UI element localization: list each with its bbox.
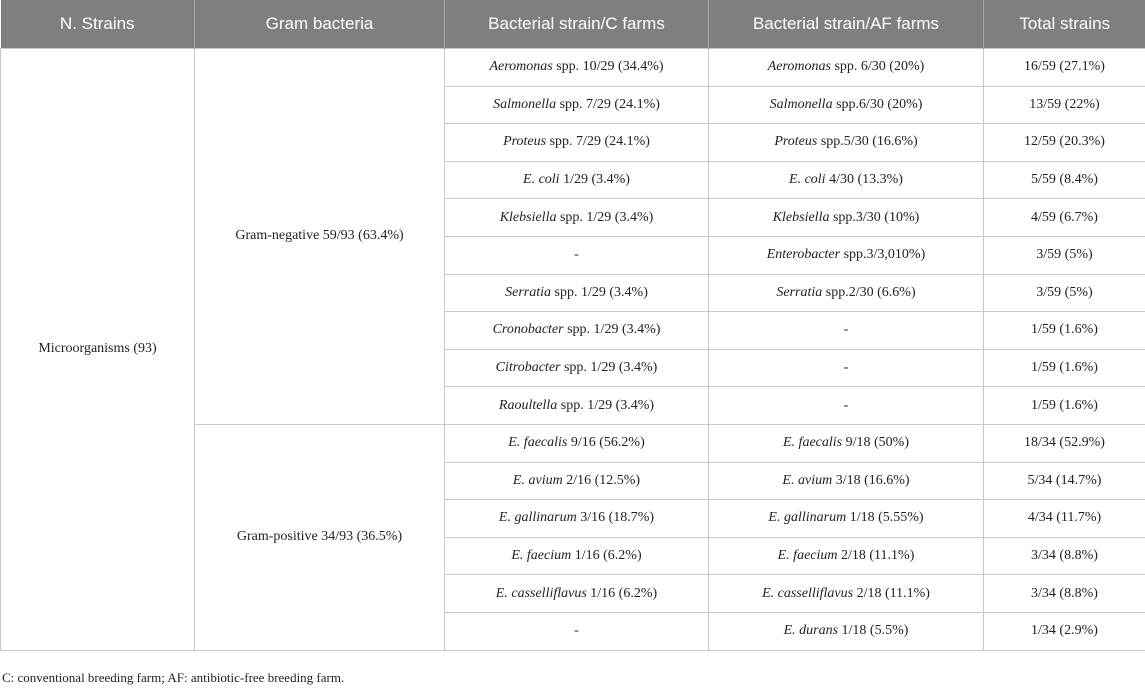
c-farm-species: Serratia [505, 284, 552, 300]
c-farm-count: spp. 7/29 (24.1%) [546, 134, 650, 150]
af-farm-cell [709, 575, 984, 613]
c-farm-cell [445, 462, 709, 500]
af-farm-cell [709, 86, 984, 124]
af-farm-cell [709, 387, 984, 425]
group-microorganisms: Microorganisms (93) [1, 49, 195, 651]
af-farm-cell [709, 312, 984, 350]
c-farm-count: 9/16 (56.2%) [567, 435, 645, 451]
af-farm-count: 1/18 (5.5%) [838, 623, 909, 639]
c-farm-count: - [574, 247, 579, 263]
header-af-farms: Bacterial strain/AF farms [709, 0, 984, 49]
header-c-farms: Bacterial strain/C farms [445, 0, 709, 49]
af-farm-species: E. faecium [777, 548, 838, 564]
c-farm-species: E. casselliflavus [495, 585, 587, 601]
c-farm-cell [445, 199, 709, 237]
c-farm-species: E. gallinarum [498, 510, 577, 526]
c-farm-count: 3/16 (18.7%) [576, 510, 655, 526]
total-cell: 5/34 (14.7%) [984, 462, 1145, 500]
c-farm-species: E. faecalis [508, 435, 568, 451]
total-cell: 1/34 (2.9%) [984, 612, 1145, 650]
total-cell: 18/34 (52.9%) [984, 424, 1145, 462]
af-farm-count: 1/18 (5.55%) [846, 510, 924, 526]
c-farm-species: E. coli [523, 172, 560, 188]
af-farm-species: E. avium [782, 472, 833, 488]
c-farm-cell [445, 575, 709, 613]
gram-negative-label: Gram-negative 59/93 (63.4%) [195, 49, 445, 425]
c-farm-cell [445, 274, 709, 312]
af-farm-species: Klebsiella [772, 209, 830, 225]
c-farm-species: Raoultella [498, 397, 558, 413]
total-cell: 1/59 (1.6%) [984, 387, 1145, 425]
af-farm-count: spp.3/30 (10%) [829, 209, 920, 225]
af-farm-count: 2/18 (11.1%) [837, 548, 915, 564]
af-farm-cell [709, 49, 984, 87]
c-farm-species: Citrobacter [495, 360, 561, 376]
total-cell: 4/34 (11.7%) [984, 500, 1145, 538]
af-farm-cell [709, 236, 984, 274]
c-farm-cell [445, 86, 709, 124]
af-farm-count: spp.5/30 (16.6%) [817, 134, 918, 150]
c-farm-cell [445, 49, 709, 87]
af-farm-cell [709, 199, 984, 237]
c-farm-count: spp. 1/29 (3.4%) [556, 209, 654, 225]
c-farm-species: Cronobacter [492, 322, 564, 338]
c-farm-cell [445, 236, 709, 274]
c-farm-count: spp. 1/29 (3.4%) [560, 360, 658, 376]
c-farm-count: spp. 1/29 (3.4%) [557, 397, 655, 413]
af-farm-species: Enterobacter [766, 247, 841, 263]
c-farm-cell [445, 424, 709, 462]
af-farm-count: - [843, 397, 849, 413]
af-farm-count: - [843, 360, 849, 376]
af-farm-count: 4/30 (13.3%) [825, 172, 903, 188]
af-farm-cell [709, 161, 984, 199]
c-farm-species: Proteus [503, 134, 547, 150]
af-farm-species: E. faecalis [783, 435, 843, 451]
af-farm-count: spp.6/30 (20%) [832, 96, 923, 112]
total-cell: 1/59 (1.6%) [984, 312, 1145, 350]
c-farm-species: E. avium [512, 472, 563, 488]
table-body [1, 49, 1145, 651]
c-farm-cell [445, 349, 709, 387]
total-cell: 4/59 (6.7%) [984, 199, 1145, 237]
total-cell: 3/34 (8.8%) [984, 537, 1145, 575]
af-farm-cell [709, 124, 984, 162]
c-farm-count: 2/16 (12.5%) [562, 472, 641, 488]
af-farm-count: 2/18 (11.1%) [853, 585, 930, 601]
c-farm-count: - [574, 623, 579, 639]
gram-positive-label: Gram-positive 34/93 (36.5%) [195, 424, 445, 650]
header-gram-bacteria: Gram bacteria [195, 0, 445, 49]
c-farm-cell [445, 312, 709, 350]
total-cell: 3/59 (5%) [984, 236, 1145, 274]
af-farm-cell [709, 462, 984, 500]
af-farm-count: spp.2/30 (6.6%) [822, 284, 916, 300]
c-farm-cell [445, 161, 709, 199]
af-farm-species: E. casselliflavus [762, 585, 854, 601]
total-cell: 12/59 (20.3%) [984, 124, 1145, 162]
af-farm-count: spp.3/3,010%) [840, 247, 926, 263]
af-farm-species: E. durans [783, 623, 839, 639]
af-farm-cell [709, 424, 984, 462]
af-farm-species: E. gallinarum [768, 510, 847, 526]
c-farm-cell [445, 124, 709, 162]
c-farm-cell [445, 387, 709, 425]
header-row [1, 0, 1145, 49]
c-farm-count: spp. 1/29 (3.4%) [551, 284, 648, 300]
af-farm-species: Aeromonas [767, 59, 831, 75]
af-farm-species: Salmonella [769, 96, 833, 112]
c-farm-species: E. faecium [511, 548, 572, 564]
c-farm-cell [445, 612, 709, 650]
c-farm-count: 1/16 (6.2%) [571, 548, 642, 564]
c-farm-count: 1/16 (6.2%) [586, 585, 658, 601]
c-farm-count: spp. 1/29 (3.4%) [563, 322, 661, 338]
af-farm-cell [709, 274, 984, 312]
af-farm-cell [709, 349, 984, 387]
af-farm-count: 9/18 (50%) [842, 435, 909, 451]
af-farm-species: Serratia [776, 284, 823, 300]
c-farm-species: Klebsiella [499, 209, 557, 225]
c-farm-species: Salmonella [493, 96, 557, 112]
total-cell: 3/59 (5%) [984, 274, 1145, 312]
af-farm-species: Proteus [774, 134, 818, 150]
c-farm-cell [445, 537, 709, 575]
c-farm-count: spp. 10/29 (34.4%) [552, 59, 664, 75]
footnote: C: conventional breeding farm; AF: antibiotic-free breeding farm. [2, 670, 345, 685]
total-cell: 16/59 (27.1%) [984, 49, 1145, 87]
header-n-strains: N. Strains [1, 0, 195, 49]
total-cell: 13/59 (22%) [984, 86, 1145, 124]
c-farm-count: 1/29 (3.4%) [559, 172, 630, 188]
af-farm-cell [709, 537, 984, 575]
c-farm-cell [445, 500, 709, 538]
total-cell: 5/59 (8.4%) [984, 161, 1145, 199]
af-farm-count: spp. 6/30 (20%) [830, 59, 925, 75]
header-total-strains: Total strains [984, 0, 1145, 49]
af-farm-cell [709, 612, 984, 650]
af-farm-cell [709, 500, 984, 538]
total-cell: 3/34 (8.8%) [984, 575, 1145, 613]
af-farm-species: E. coli [789, 172, 826, 188]
total-cell: 1/59 (1.6%) [984, 349, 1145, 387]
c-farm-count: spp. 7/29 (24.1%) [556, 96, 660, 112]
c-farm-species: Aeromonas [489, 59, 553, 75]
af-farm-count: - [843, 322, 849, 338]
table-row [1, 49, 1145, 87]
af-farm-count: 3/18 (16.6%) [832, 472, 910, 488]
